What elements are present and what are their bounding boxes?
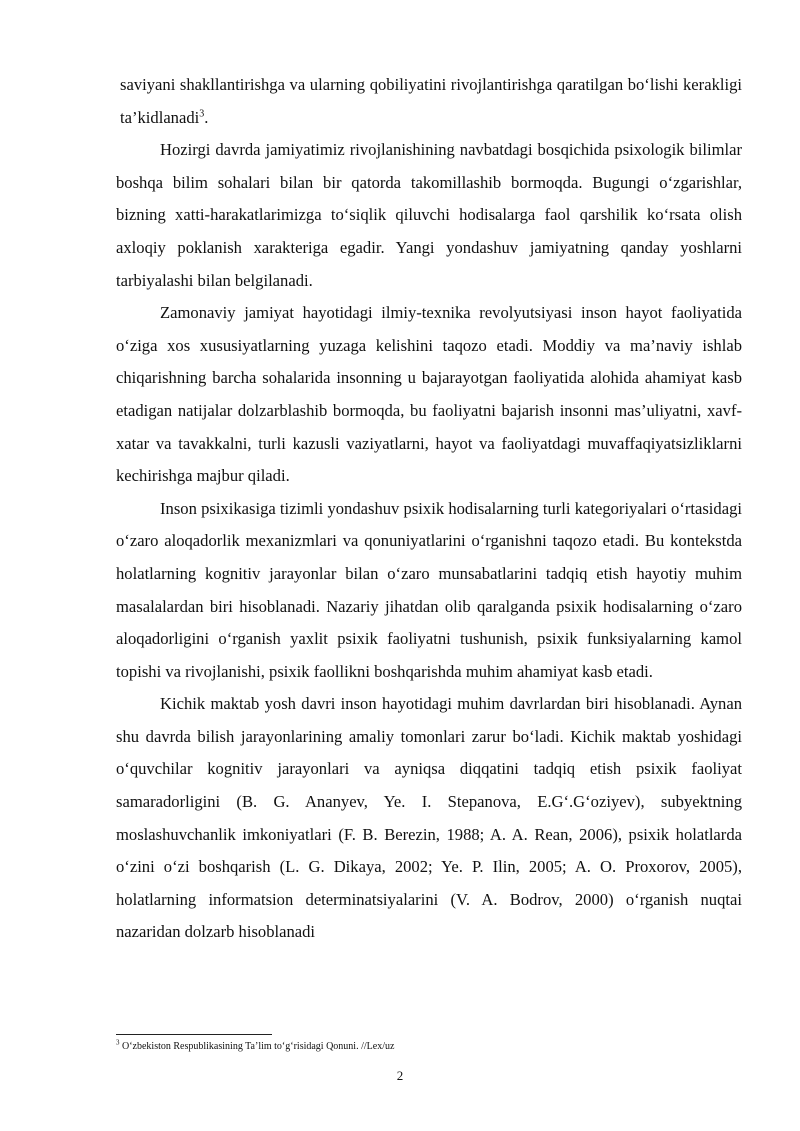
page-number: 2 xyxy=(396,1068,404,1083)
body-text xyxy=(116,69,742,949)
paragraph: Zamonaviy jamiyat hayotidagi ilmiy-texnika revolyutsiyasi inson hayot faoliyatida o‘ziga xos xususiyatlarning yuzaga kelishini taqozo etadi. Moddiy va ma’naviy ishlab chiqarishning barcha sohalarida insonning u bajarayotgan faoliyatida alohida ahamiyat kasb etadigan natijalar dolzarblashib bormoqda, bu faoliyatni bajarish insonni mas’uliyatni, xavf-xatar va tavakkalni, turli kazusli vaziyatlarni, hayot va faoliyatdagi muvaffaqiyatsizliklarni kechirishga majbur qiladi. xyxy=(116,303,742,486)
paragraph: Hozirgi davrda jamiyatimiz rivojlanishining navbatdagi bosqichida psixologik bilimlar boshqa bilim sohalari bilan bir qatorda takomillashib bormoqda. Bugungi o‘zgarishlar, bizning xatti-harakatlarimizga to‘siqlik qiluvchi hodisalarga faol qarshilik ko‘rsata olish axloqiy poklanish xarakteriga egadir. Yangi yondashuv jamiyatning qanday yoshlarni tarbiyalashi bilan belgilanadi. xyxy=(116,140,742,290)
paragraph-continuation: saviyani shakllantirishga va ularning qobiliyatini rivojlantirishga qaratilgan bo‘lishi kerakligi ta’kidlanadi$^3$. xyxy=(120,75,742,127)
footnote-reference: 3 xyxy=(199,108,205,120)
footnote-divider xyxy=(116,1034,272,1035)
footnote xyxy=(116,1040,742,1054)
footnote-text: O‘zbekiston Respublikasining Ta’lim to‘g‘risidagi Qonuni. //Lex/uz xyxy=(119,1041,395,1052)
paragraph: Inson psixikasiga tizimli yondashuv psixik hodisalarning turli kategoriyalari o‘rtasidagi o‘zaro aloqadorlik mexanizmlari va qonuniyatlarini o‘rganishni taqozo etadi. Bu kontekstda holatlarning kognitiv jarayonlar bilan o‘zaro munsabatlarini tadqiq etish hayotiy muhim masalalardan biri hisoblanadi. Nazariy jihatdan olib qaralganda psixik hodisalarning o‘zaro aloqadorligini o‘rganish yaxlit psixik faoliyatni tushunish, psixik funksiyalarning kamol topishi va rivojlanishi, psixik faollikni boshqarishda muhim ahamiyat kasb etadi. xyxy=(116,498,742,681)
footnote-marker: 3 xyxy=(116,1038,120,1047)
paragraph: Kichik maktab yosh davri inson hayotidagi muhim davrlardan biri hisoblanadi. Aynan shu davrda bilish jarayonlarining amaliy tomonlari zarur bo‘ladi. Kichik maktab yoshidagi o‘quvchilar kognitiv jarayonlari va ayniqsa diqqatini tadqiq etish psixik faoliyat samaradorligini (B. G. Ananyev, Ye. I. Stepanova, E.G‘.G‘oziyev), subyektning moslashuvchanlik imkoniyatlari (F. B. Berezin, 1988; A. A. Rean, 2006), psixik holatlarda o‘zini o‘zi boshqarish (L. G. Dikaya, 2002; Ye. P. Ilin, 2005; A. O. Proxorov, 2005), holatlarning informatsion determinatsiyalarini (V. A. Bodrov, 2000) o‘rganish nuqtai nazaridan dolzarb hisoblanadi xyxy=(116,694,742,942)
